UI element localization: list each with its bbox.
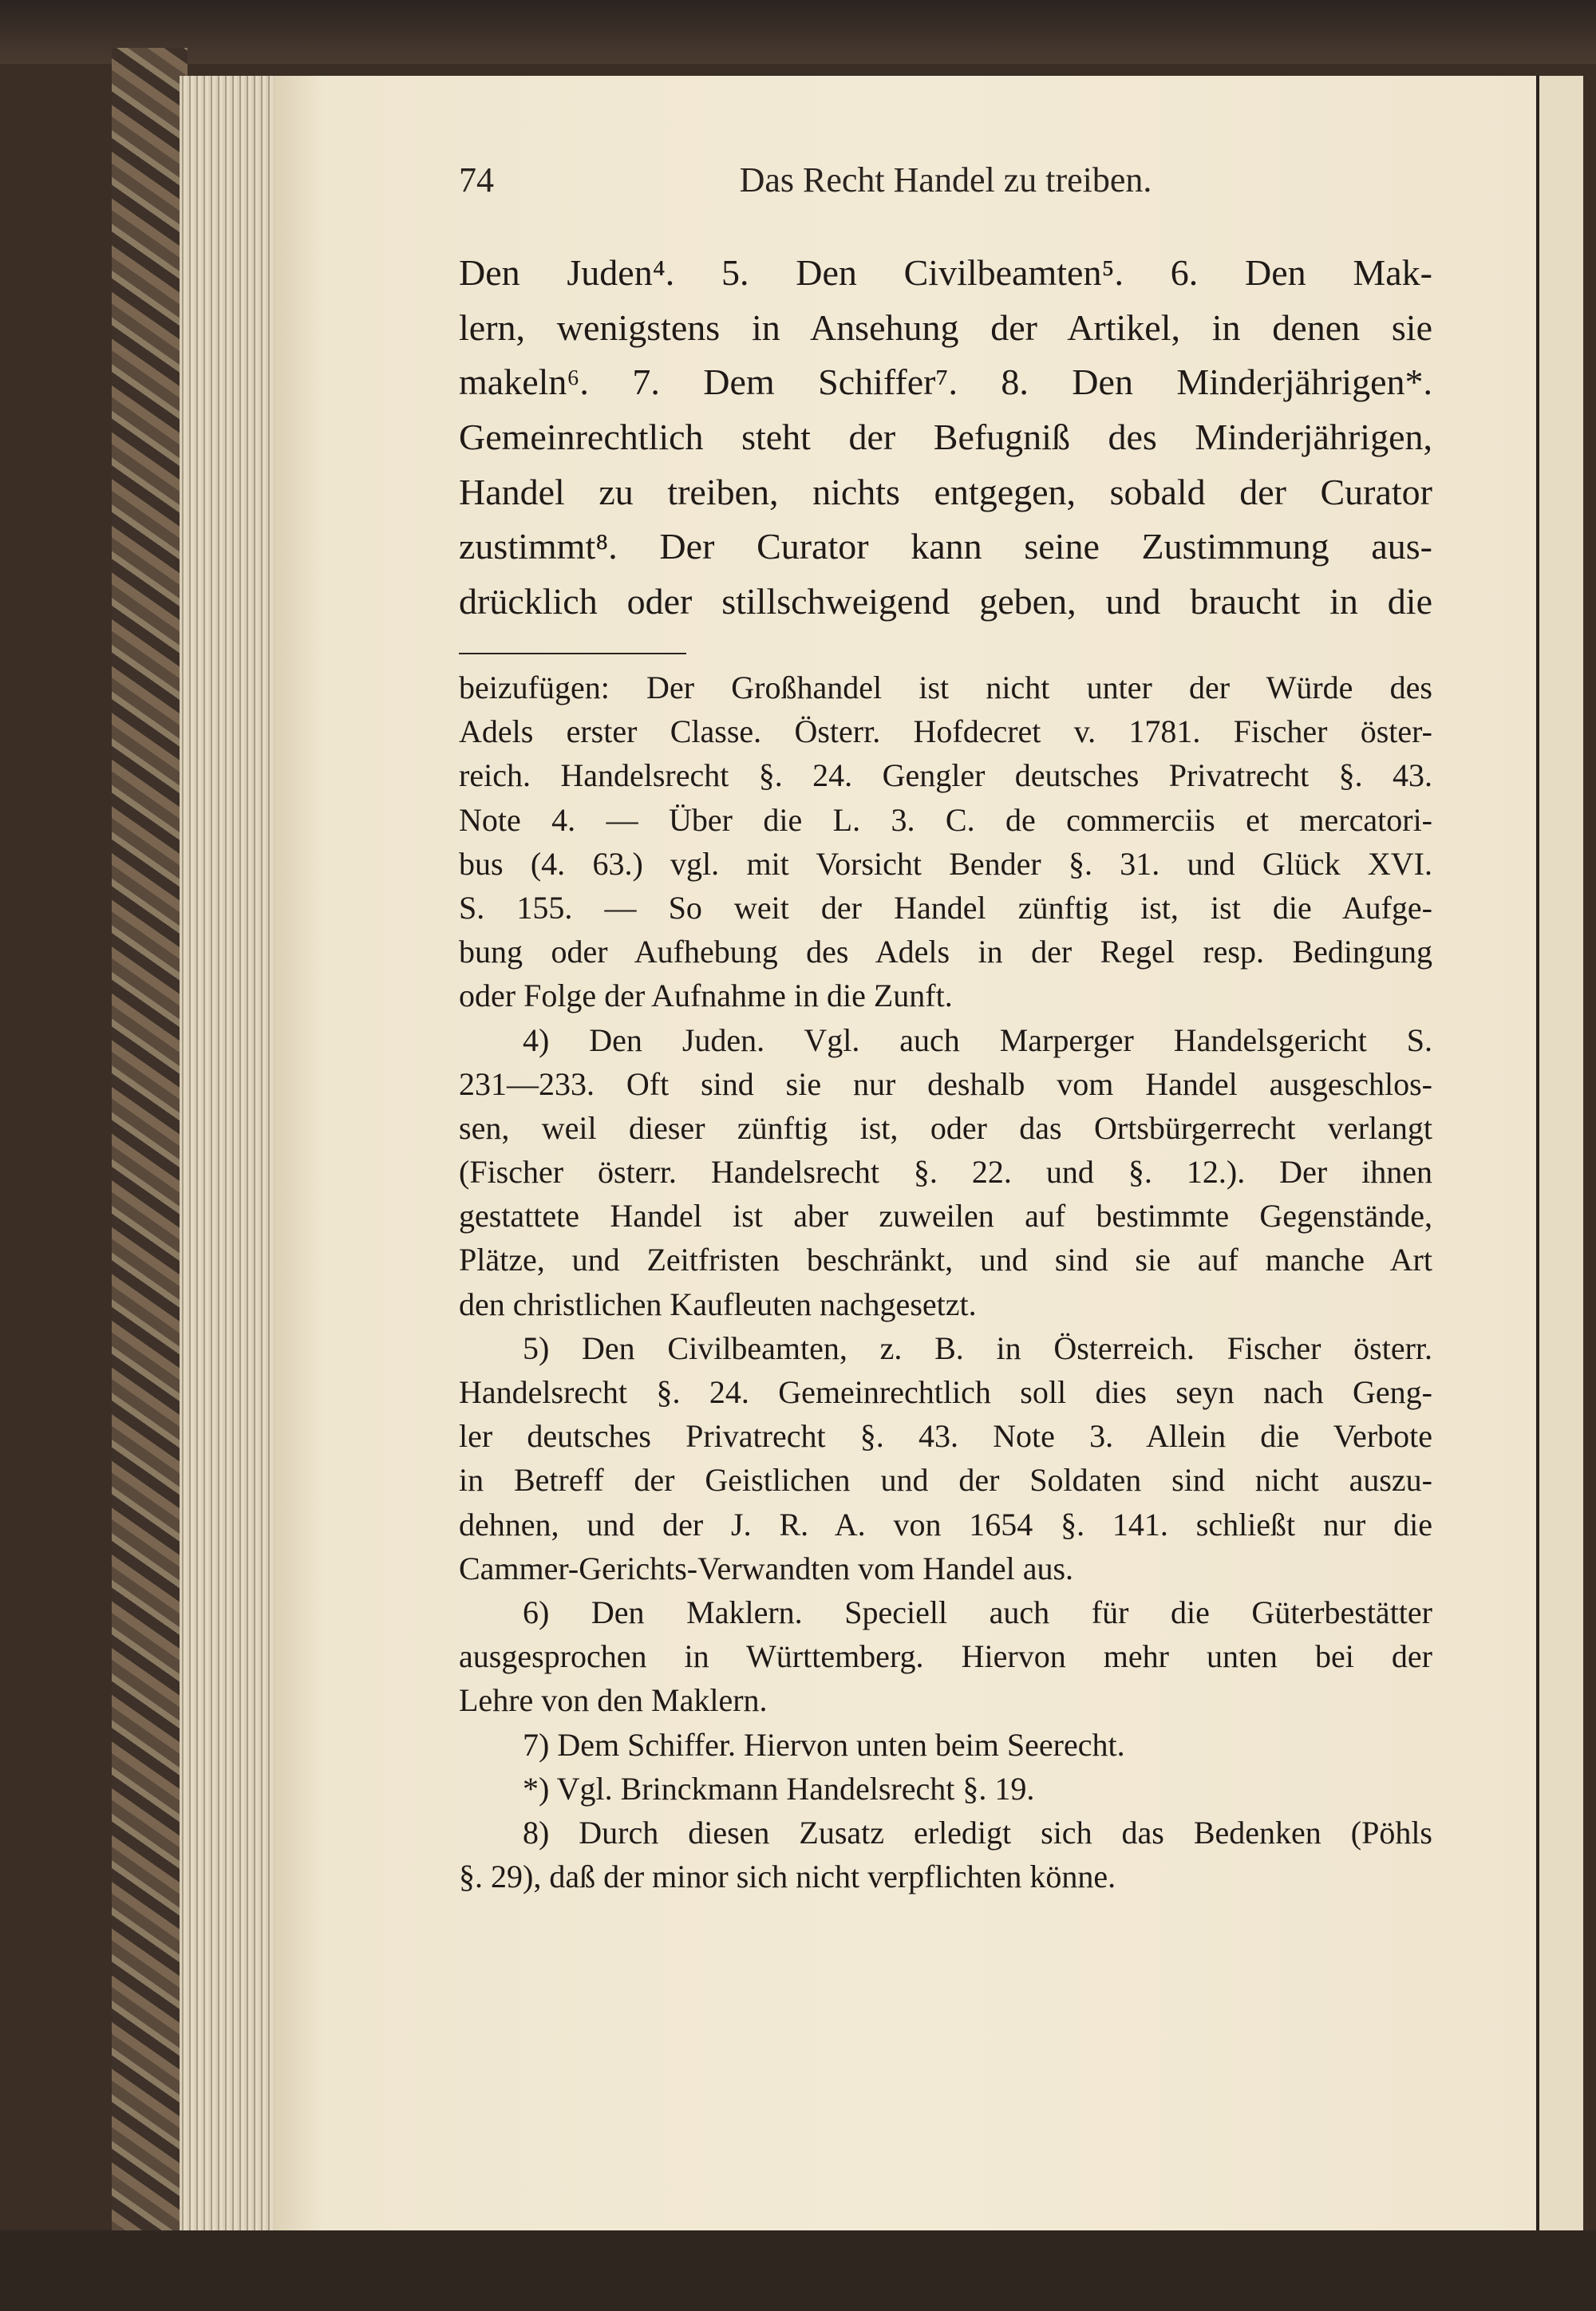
footnote-line: Adels erster Classe. Österr. Hofdecret v. 1781. Fischer öster- (459, 713, 1432, 750)
running-title: Das Recht Handel zu treiben. (739, 160, 1152, 199)
page-edge-stack (180, 76, 283, 2230)
footnote-line: gestattete Handel ist aber zuweilen auf bestimmte Gegenstände, (459, 1198, 1432, 1235)
footnote-line: 231—233. Oft sind sie nur deshalb vom Handel ausgeschlos- (459, 1065, 1432, 1102)
footnote-line: Plätze, und Zeitfristen beschränkt, und sind sie auf manche Art (459, 1242, 1432, 1278)
text-line: Gemeinrechtlich steht der Befugniß des Minderjährigen, (459, 417, 1432, 458)
footnote-line: ausgesprochen in Württemberg. Hiervon mehr unten bei der (459, 1638, 1432, 1675)
text-line: makeln⁶. 7. Dem Schiffer⁷. 8. Den Minderjährigen*. (459, 361, 1432, 403)
footnote-line: oder Folge der Aufnahme in die Zunft. (459, 978, 953, 1014)
scan-background-bottom (0, 2230, 1596, 2311)
footnote-line: reich. Handelsrecht §. 24. Gengler deutsches Privatrecht §. 43. (459, 757, 1432, 794)
footnote-line: in Betreff der Geistlichen und der Soldaten sind nicht auszu- (459, 1462, 1432, 1499)
footnote-line: sen, weil dieser zünftig ist, oder das Ortsbürgerrecht verlangt (459, 1109, 1432, 1146)
footnote-line: 6) Den Maklern. Speciell auch für die Güterbestätter (523, 1594, 1432, 1630)
footnote-line: ler deutsches Privatrecht §. 43. Note 3. Allein die Verbote (459, 1418, 1432, 1455)
footnote-line: Handelsrecht §. 24. Gemeinrechtlich soll dies seyn nach Geng- (459, 1374, 1432, 1410)
main-text (459, 246, 1432, 630)
footnote-line: §. 29), daß der minor sich nicht verpflichten könne. (459, 1859, 1116, 1895)
footnote-line: 4) Den Juden. Vgl. auch Marperger Handelsgericht S. (523, 1021, 1432, 1058)
page-header (459, 160, 1432, 207)
text-line: drücklich oder stillschweigend geben, und braucht in die (459, 581, 1432, 622)
text-line: lern, wenigstens in Ansehung der Artikel, in denen sie (459, 306, 1432, 348)
footnote-line: S. 155. — So weit der Handel zünftig ist, ist die Aufge- (459, 889, 1432, 926)
facing-page-edge (1536, 76, 1583, 2230)
footnote-line: Cammer-Gerichts-Verwandten vom Handel aus. (459, 1550, 1074, 1586)
scan-background (0, 0, 1596, 64)
footnote-line: (Fischer österr. Handelsrecht §. 22. und §. 12.). Der ihnen (459, 1154, 1432, 1191)
page-number: 74 (459, 160, 494, 199)
footnote-line: *) Vgl. Brinckmann Handelsrecht §. 19. (523, 1770, 1035, 1807)
footnote-line: 5) Den Civilbeamten, z. B. in Österreich. Fischer österr. (523, 1329, 1432, 1366)
footnotes (459, 666, 1432, 1898)
text-line: Handel zu treiben, nichts entgegen, sobald der Curator (459, 471, 1432, 512)
footnote-line: bus (4. 63.) vgl. mit Vorsicht Bender §. 31. und Glück XVI. (459, 845, 1432, 882)
footnote-line: beizufügen: Der Großhandel ist nicht unter der Würde des (459, 670, 1432, 705)
marbled-book-cover (112, 48, 188, 2234)
text-line: Den Juden⁴. 5. Den Civilbeamten⁵. 6. Den Mak- (459, 252, 1432, 293)
footnote-line: Note 4. — Über die L. 3. C. de commerciis et mercatori- (459, 801, 1432, 838)
footnote-divider (459, 653, 686, 654)
footnote-line: 8) Durch diesen Zusatz erledigt sich das Bedenken (Pöhls (523, 1814, 1432, 1851)
text-line: zustimmt⁸. Der Curator kann seine Zustimmung aus- (459, 526, 1432, 567)
footnote-line: den christlichen Kaufleuten nachgesetzt. (459, 1286, 977, 1322)
footnote-line: Lehre von den Maklern. (459, 1682, 768, 1719)
footnote-line: dehnen, und der J. R. A. von 1654 §. 141. schließt nur die (459, 1506, 1432, 1543)
footnote-line: bung oder Aufhebung des Adels in der Regel resp. Bedingung (459, 934, 1432, 970)
footnote-line: 7) Dem Schiffer. Hiervon unten beim Seerecht. (523, 1726, 1125, 1763)
